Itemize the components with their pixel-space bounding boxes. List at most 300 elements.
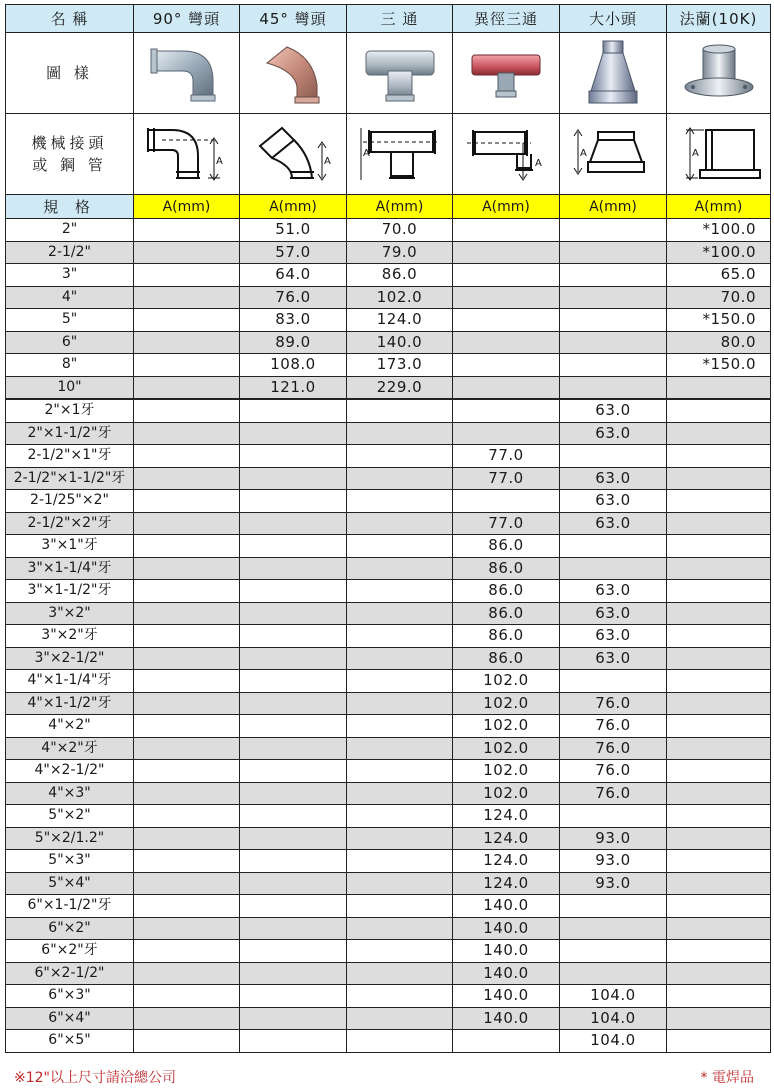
- elbow-45-drawing: [240, 114, 347, 195]
- size-cell: 2-1/2"×2"牙: [6, 512, 134, 535]
- size-cell: 4"×3": [6, 782, 134, 805]
- value-cell: [667, 647, 771, 670]
- size-cell: 3"×2"牙: [6, 625, 134, 648]
- size-cell: 6"×2"牙: [6, 940, 134, 963]
- table-row: [6, 940, 771, 963]
- size-cell: 6"×5": [6, 1030, 134, 1053]
- value-cell: *100.0: [667, 219, 771, 242]
- value-cell: 76.0: [560, 692, 667, 715]
- header-reducing-tee: 異徑三通: [453, 5, 560, 33]
- value-cell: [347, 625, 453, 648]
- table-row: [6, 1007, 771, 1030]
- value-cell: [240, 827, 347, 850]
- header-90-elbow: 90° 彎頭: [134, 5, 240, 33]
- value-cell: 173.0: [347, 354, 453, 377]
- value-cell: [134, 219, 240, 242]
- reducing-tee-drawing: [453, 114, 560, 195]
- spec-unit: A(mm): [667, 195, 771, 219]
- size-cell: 10": [6, 376, 134, 399]
- value-cell: [240, 1007, 347, 1030]
- value-cell: [134, 241, 240, 264]
- table-row: [6, 647, 771, 670]
- header-row: [6, 5, 771, 33]
- value-cell: [667, 1030, 771, 1053]
- value-cell: 102.0: [453, 670, 560, 693]
- value-cell: 86.0: [453, 535, 560, 558]
- value-cell: [134, 962, 240, 985]
- value-cell: [667, 895, 771, 918]
- value-cell: 140.0: [453, 917, 560, 940]
- header-reducer: 大小頭: [560, 5, 667, 33]
- table-row: [6, 557, 771, 580]
- value-cell: 102.0: [347, 286, 453, 309]
- value-cell: [560, 445, 667, 468]
- value-cell: [667, 602, 771, 625]
- value-cell: [453, 309, 560, 332]
- value-cell: [453, 286, 560, 309]
- value-cell: [347, 827, 453, 850]
- value-cell: [134, 850, 240, 873]
- flange-drawing: [667, 114, 771, 195]
- size-cell: 2-1/2"×1-1/2"牙: [6, 467, 134, 490]
- value-cell: 63.0: [560, 625, 667, 648]
- reducer-drawing: [560, 114, 667, 195]
- table-row: [6, 490, 771, 513]
- value-cell: 140.0: [453, 895, 560, 918]
- value-cell: [134, 467, 240, 490]
- value-cell: [134, 422, 240, 445]
- value-cell: [134, 670, 240, 693]
- value-cell: 121.0: [240, 376, 347, 399]
- value-cell: [667, 376, 771, 399]
- size-cell: 6"×4": [6, 1007, 134, 1030]
- value-cell: 124.0: [453, 872, 560, 895]
- value-cell: [453, 264, 560, 287]
- value-cell: [347, 535, 453, 558]
- header-flange: 法蘭(10K): [667, 5, 771, 33]
- value-cell: [560, 286, 667, 309]
- size-cell: 6"×2-1/2": [6, 962, 134, 985]
- value-cell: [347, 715, 453, 738]
- footer-note: ※12"以上尺寸請洽總公司: [14, 1070, 176, 1086]
- value-cell: [667, 490, 771, 513]
- size-cell: 3": [6, 264, 134, 287]
- value-cell: [240, 557, 347, 580]
- table-row: [6, 872, 771, 895]
- value-cell: [560, 535, 667, 558]
- table-row: [6, 805, 771, 828]
- value-cell: 86.0: [453, 602, 560, 625]
- value-cell: 86.0: [453, 580, 560, 603]
- value-cell: 104.0: [560, 1007, 667, 1030]
- value-cell: 63.0: [560, 467, 667, 490]
- value-cell: 83.0: [240, 309, 347, 332]
- size-cell: 4"×2"牙: [6, 737, 134, 760]
- value-cell: [240, 445, 347, 468]
- header-45-elbow: 45° 彎頭: [240, 5, 347, 33]
- value-cell: [240, 805, 347, 828]
- header-name-label: 名 稱: [6, 5, 134, 33]
- image-row: [6, 33, 771, 114]
- value-cell: [240, 1030, 347, 1053]
- table-row: [6, 670, 771, 693]
- value-cell: [240, 580, 347, 603]
- value-cell: [667, 940, 771, 963]
- value-cell: [667, 782, 771, 805]
- value-cell: [347, 422, 453, 445]
- value-cell: 77.0: [453, 467, 560, 490]
- value-cell: [667, 760, 771, 783]
- value-cell: [667, 625, 771, 648]
- value-cell: [347, 445, 453, 468]
- value-cell: 76.0: [560, 760, 667, 783]
- table-row: [6, 760, 771, 783]
- value-cell: 93.0: [560, 827, 667, 850]
- value-cell: 51.0: [240, 219, 347, 242]
- value-cell: [134, 535, 240, 558]
- value-cell: 63.0: [560, 399, 667, 422]
- value-cell: 108.0: [240, 354, 347, 377]
- value-cell: [240, 715, 347, 738]
- value-cell: [240, 872, 347, 895]
- table-row: [6, 850, 771, 873]
- value-cell: [134, 715, 240, 738]
- value-cell: [560, 219, 667, 242]
- value-cell: [667, 715, 771, 738]
- value-cell: [667, 850, 771, 873]
- value-cell: 63.0: [560, 422, 667, 445]
- value-cell: [134, 805, 240, 828]
- value-cell: [347, 580, 453, 603]
- value-cell: 102.0: [453, 737, 560, 760]
- value-cell: [453, 219, 560, 242]
- value-cell: [560, 670, 667, 693]
- size-cell: 4"×2": [6, 715, 134, 738]
- table-row: [6, 422, 771, 445]
- elbow-90-photo: [134, 33, 240, 114]
- drawing-row-label: [6, 114, 134, 195]
- size-cell: 3"×2": [6, 602, 134, 625]
- value-cell: [134, 376, 240, 399]
- value-cell: [347, 962, 453, 985]
- value-cell: [134, 647, 240, 670]
- value-cell: [134, 737, 240, 760]
- value-cell: [347, 872, 453, 895]
- value-cell: [667, 422, 771, 445]
- value-cell: [134, 625, 240, 648]
- value-cell: [134, 264, 240, 287]
- table-row: [6, 241, 771, 264]
- value-cell: [560, 376, 667, 399]
- value-cell: [560, 241, 667, 264]
- footer-legend: * 電焊品: [700, 1070, 754, 1086]
- spec-unit: A(mm): [134, 195, 240, 219]
- value-cell: [134, 917, 240, 940]
- value-cell: [667, 692, 771, 715]
- value-cell: [347, 895, 453, 918]
- value-cell: [134, 602, 240, 625]
- value-cell: [667, 467, 771, 490]
- size-cell: 2": [6, 219, 134, 242]
- size-cell: 3"×1-1/2"牙: [6, 580, 134, 603]
- value-cell: [240, 399, 347, 422]
- value-cell: [347, 512, 453, 535]
- elbow-90-drawing: [134, 114, 240, 195]
- value-cell: [667, 872, 771, 895]
- table-row: [6, 602, 771, 625]
- value-cell: 140.0: [347, 331, 453, 354]
- value-cell: [240, 737, 347, 760]
- value-cell: [560, 557, 667, 580]
- fittings-spec-table: [5, 4, 771, 1053]
- value-cell: [453, 354, 560, 377]
- drawing-label-line-2: 或 鋼 管: [32, 156, 107, 174]
- fittings-table-wrapper: [5, 4, 770, 1053]
- value-cell: 140.0: [453, 940, 560, 963]
- value-cell: [347, 602, 453, 625]
- spec-row: [6, 195, 771, 219]
- elbow-90-dim-label: A: [215, 156, 223, 167]
- size-cell: 5": [6, 309, 134, 332]
- value-cell: [667, 557, 771, 580]
- value-cell: 102.0: [453, 782, 560, 805]
- image-row-label: 圖 樣: [6, 33, 134, 114]
- table-row: [6, 737, 771, 760]
- value-cell: [347, 737, 453, 760]
- value-cell: 76.0: [560, 737, 667, 760]
- value-cell: [453, 331, 560, 354]
- table-row: [6, 895, 771, 918]
- table-row: [6, 286, 771, 309]
- value-cell: [134, 354, 240, 377]
- size-cell: 8": [6, 354, 134, 377]
- value-cell: [667, 917, 771, 940]
- value-cell: [134, 1007, 240, 1030]
- size-cell: 5"×2/1.2": [6, 827, 134, 850]
- value-cell: [347, 850, 453, 873]
- value-cell: [347, 399, 453, 422]
- value-cell: 104.0: [560, 985, 667, 1008]
- value-cell: [347, 467, 453, 490]
- value-cell: [134, 580, 240, 603]
- value-cell: [240, 422, 347, 445]
- value-cell: [347, 985, 453, 1008]
- table-row: [6, 625, 771, 648]
- value-cell: 76.0: [240, 286, 347, 309]
- table-row: [6, 827, 771, 850]
- value-cell: [560, 895, 667, 918]
- table-row: [6, 580, 771, 603]
- reducing-tee-dim-label: A: [535, 158, 542, 169]
- value-cell: 63.0: [560, 512, 667, 535]
- value-cell: [453, 399, 560, 422]
- value-cell: [134, 286, 240, 309]
- size-cell: 6": [6, 331, 134, 354]
- table-row: [6, 331, 771, 354]
- table-row: [6, 985, 771, 1008]
- value-cell: [347, 557, 453, 580]
- value-cell: [134, 827, 240, 850]
- value-cell: [347, 490, 453, 513]
- value-cell: 86.0: [453, 647, 560, 670]
- size-cell: 3"×1"牙: [6, 535, 134, 558]
- value-cell: [240, 602, 347, 625]
- table-row: [6, 219, 771, 242]
- size-cell: 2"×1牙: [6, 399, 134, 422]
- size-cell: 3"×2-1/2": [6, 647, 134, 670]
- value-cell: [347, 782, 453, 805]
- size-cell: 2-1/25"×2": [6, 490, 134, 513]
- value-cell: 63.0: [560, 580, 667, 603]
- table-row: [6, 399, 771, 422]
- size-cell: 5"×3": [6, 850, 134, 873]
- value-cell: 102.0: [453, 692, 560, 715]
- value-cell: 76.0: [560, 715, 667, 738]
- value-cell: [667, 670, 771, 693]
- table-row: [6, 264, 771, 287]
- spec-unit: A(mm): [453, 195, 560, 219]
- value-cell: [240, 850, 347, 873]
- elbow-45-dim-label: A: [324, 156, 331, 167]
- reducer-photo: [560, 33, 667, 114]
- value-cell: [240, 625, 347, 648]
- value-cell: [347, 1007, 453, 1030]
- value-cell: 93.0: [560, 850, 667, 873]
- value-cell: 65.0: [667, 264, 771, 287]
- size-cell: 5"×4": [6, 872, 134, 895]
- value-cell: *150.0: [667, 354, 771, 377]
- value-cell: [134, 760, 240, 783]
- table-row: [6, 715, 771, 738]
- value-cell: [134, 1030, 240, 1053]
- value-cell: [453, 376, 560, 399]
- value-cell: 80.0: [667, 331, 771, 354]
- table-row: [6, 445, 771, 468]
- size-cell: 3"×1-1/4"牙: [6, 557, 134, 580]
- value-cell: 76.0: [560, 782, 667, 805]
- value-cell: [347, 1030, 453, 1053]
- value-cell: [134, 872, 240, 895]
- value-cell: [667, 827, 771, 850]
- value-cell: [667, 512, 771, 535]
- value-cell: 86.0: [453, 625, 560, 648]
- table-row: [6, 535, 771, 558]
- size-cell: 2"×1-1/2"牙: [6, 422, 134, 445]
- value-cell: 124.0: [347, 309, 453, 332]
- value-cell: 64.0: [240, 264, 347, 287]
- value-cell: [240, 692, 347, 715]
- size-cell: 4": [6, 286, 134, 309]
- table-row: [6, 692, 771, 715]
- value-cell: [240, 962, 347, 985]
- table-row: [6, 467, 771, 490]
- value-cell: [134, 490, 240, 513]
- value-cell: [134, 512, 240, 535]
- value-cell: 140.0: [453, 985, 560, 1008]
- value-cell: [134, 895, 240, 918]
- value-cell: [240, 760, 347, 783]
- value-cell: [347, 760, 453, 783]
- value-cell: *100.0: [667, 241, 771, 264]
- value-cell: [134, 692, 240, 715]
- value-cell: 229.0: [347, 376, 453, 399]
- value-cell: [240, 535, 347, 558]
- reducer-dim-label: A: [580, 148, 587, 159]
- size-cell: 5"×2": [6, 805, 134, 828]
- size-cell: 4"×1-1/2"牙: [6, 692, 134, 715]
- table-row: [6, 782, 771, 805]
- value-cell: [240, 647, 347, 670]
- tee-dim-label: A: [362, 148, 370, 159]
- value-cell: 70.0: [347, 219, 453, 242]
- value-cell: [240, 670, 347, 693]
- value-cell: 140.0: [453, 962, 560, 985]
- table-row: [6, 917, 771, 940]
- value-cell: [134, 985, 240, 1008]
- value-cell: [240, 895, 347, 918]
- value-cell: 124.0: [453, 850, 560, 873]
- value-cell: [453, 490, 560, 513]
- value-cell: [134, 399, 240, 422]
- drawing-row: [6, 114, 771, 195]
- elbow-45-photo: [240, 33, 347, 114]
- value-cell: [347, 940, 453, 963]
- size-cell: 4"×1-1/4"牙: [6, 670, 134, 693]
- value-cell: [134, 557, 240, 580]
- size-cell: 6"×3": [6, 985, 134, 1008]
- value-cell: 102.0: [453, 715, 560, 738]
- size-cell: 2-1/2": [6, 241, 134, 264]
- value-cell: 63.0: [560, 602, 667, 625]
- value-cell: [240, 512, 347, 535]
- value-cell: 86.0: [453, 557, 560, 580]
- size-cell: 6"×1-1/2"牙: [6, 895, 134, 918]
- value-cell: [134, 940, 240, 963]
- value-cell: 102.0: [453, 760, 560, 783]
- size-cell: 4"×2-1/2": [6, 760, 134, 783]
- value-cell: [240, 490, 347, 513]
- size-cell: 2-1/2"×1"牙: [6, 445, 134, 468]
- value-cell: [347, 692, 453, 715]
- value-cell: [560, 940, 667, 963]
- value-cell: 140.0: [453, 1007, 560, 1030]
- value-cell: 70.0: [667, 286, 771, 309]
- value-cell: [667, 399, 771, 422]
- table-row: [6, 354, 771, 377]
- spec-unit: A(mm): [347, 195, 453, 219]
- value-cell: [560, 805, 667, 828]
- value-cell: [453, 1030, 560, 1053]
- reducing-tee-photo: [453, 33, 560, 114]
- value-cell: [560, 331, 667, 354]
- value-cell: [560, 917, 667, 940]
- table-row: [6, 1030, 771, 1053]
- value-cell: [667, 962, 771, 985]
- value-cell: [134, 445, 240, 468]
- value-cell: [667, 1007, 771, 1030]
- value-cell: 77.0: [453, 445, 560, 468]
- value-cell: 57.0: [240, 241, 347, 264]
- spec-label: 規 格: [6, 195, 134, 219]
- flange-photo: [667, 33, 771, 114]
- value-cell: [134, 309, 240, 332]
- value-cell: [560, 309, 667, 332]
- value-cell: 63.0: [560, 490, 667, 513]
- value-cell: [667, 985, 771, 1008]
- value-cell: *150.0: [667, 309, 771, 332]
- tee-drawing: [347, 114, 453, 195]
- value-cell: 124.0: [453, 827, 560, 850]
